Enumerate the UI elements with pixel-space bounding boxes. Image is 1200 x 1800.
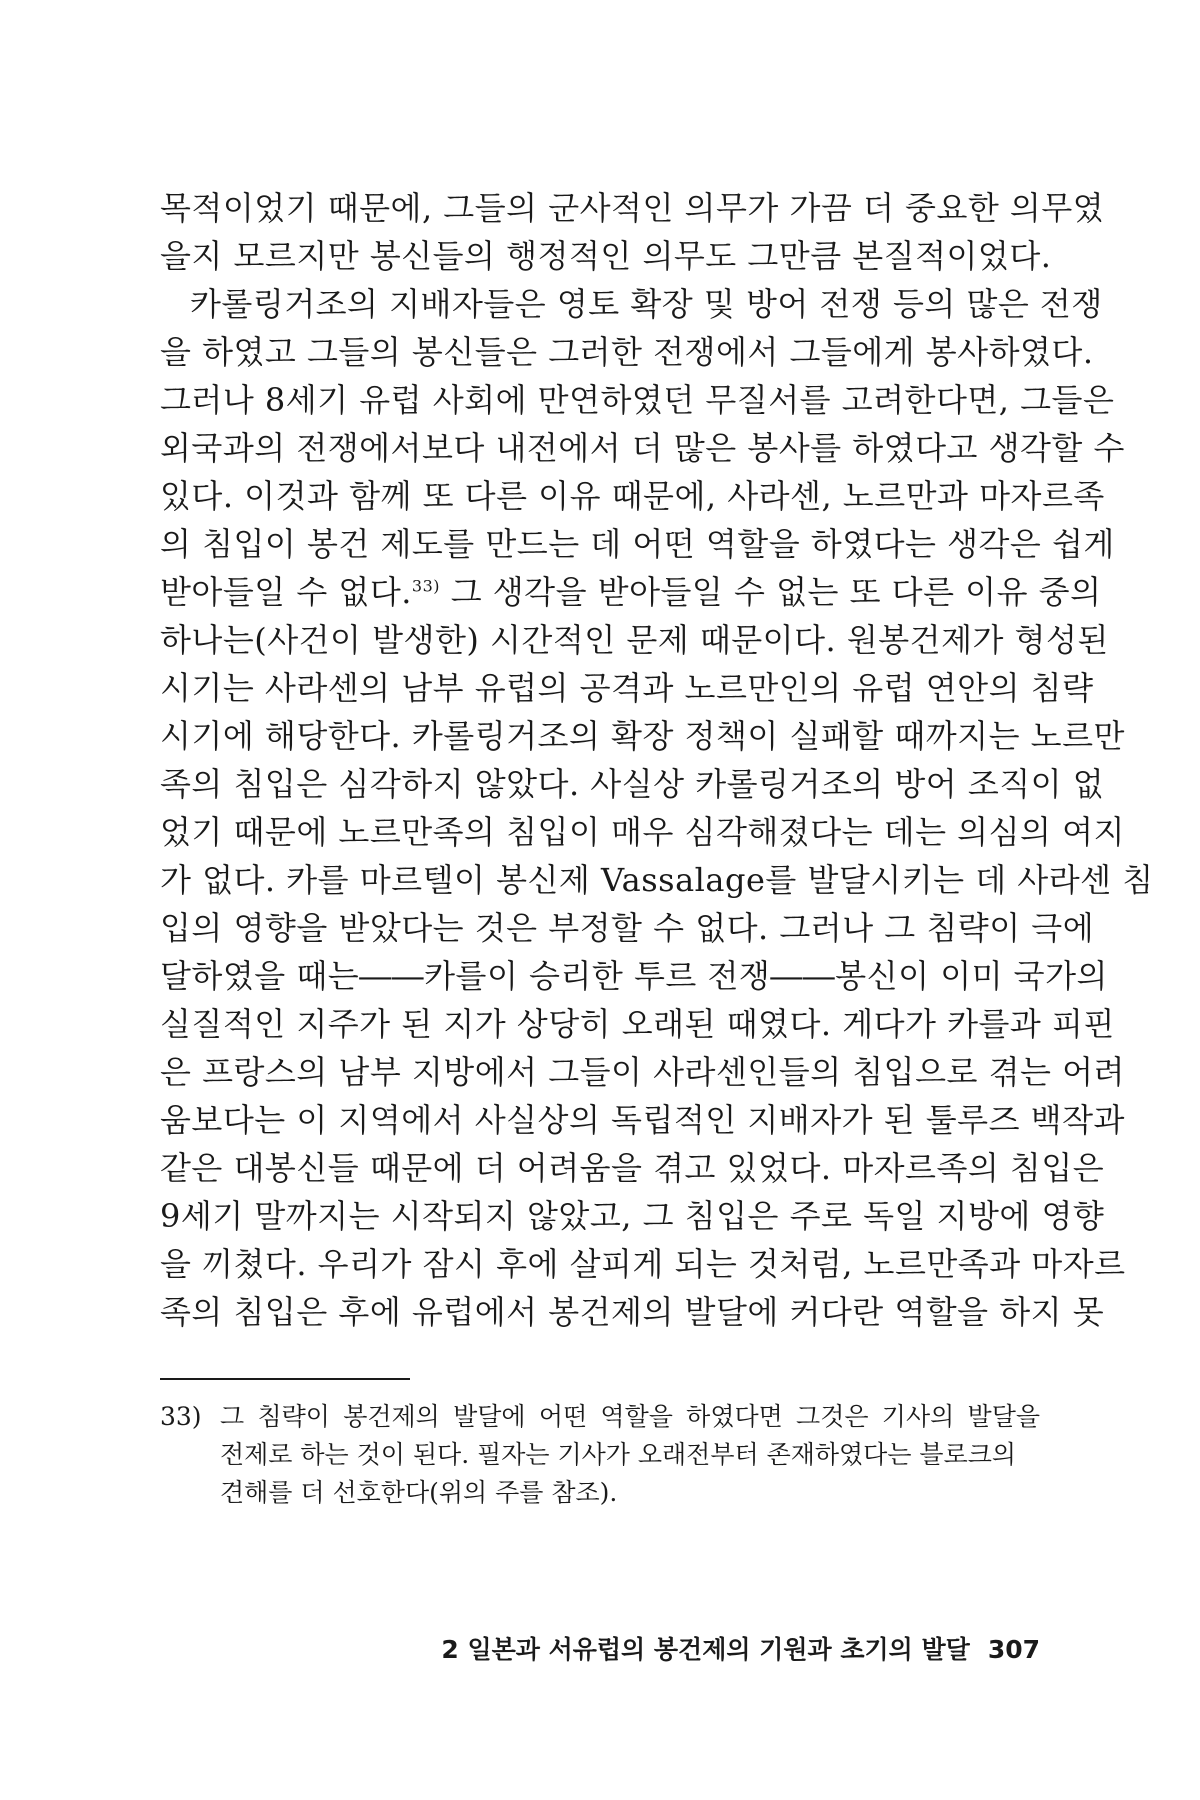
body-line-part: 그 생각을 받아들일 수 없는 또 다른 이유 중의 [440, 573, 1102, 611]
body-line: 카롤링거조의 지배자들은 영토 확장 및 방어 전쟁 등의 많은 전쟁 [190, 285, 1103, 323]
body-line: 었기 때문에 노르만족의 침입이 매우 심각해졌다는 데는 의심의 여지 [160, 813, 1125, 851]
body-line: 을 하였고 그들의 봉신들은 그러한 전쟁에서 그들에게 봉사하였다. [160, 333, 1094, 371]
body-line-part: 받아들일 수 없다. [160, 573, 412, 611]
page-number: 307 [987, 1635, 1040, 1664]
body-line: 있다. 이것과 함께 또 다른 이유 때문에, 사라센, 노르만과 마자르족 [160, 477, 1105, 515]
footnote-divider [160, 1378, 410, 1380]
body-line: 움보다는 이 지역에서 사실상의 독립적인 지배자가 된 툴루즈 백작과 [160, 1101, 1125, 1139]
body-line: 은 프랑스의 남부 지방에서 그들이 사라센인들의 침입으로 겪는 어려 [160, 1053, 1125, 1091]
running-title: 2 일본과 서유럽의 봉건제의 기원과 초기의 발달 [441, 1635, 970, 1664]
body-line: 달하였을 때는――카를이 승리한 투르 전쟁――봉신이 이미 국가의 [160, 957, 1108, 995]
footnote-line: 전제로 하는 것이 된다. 필자는 기사가 오래전부터 존재하였다는 블로크의 [220, 1440, 1017, 1469]
body-line: 시기에 해당한다. 카롤링거조의 확장 정책이 실패할 때까지는 노르만 [160, 717, 1125, 755]
body-line: 같은 대봉신들 때문에 더 어려움을 겪고 있었다. 마자르족의 침입은 [160, 1149, 1105, 1187]
body-line: 하나는(사건이 발생한) 시간적인 문제 때문이다. 원봉건제가 형성된 [160, 621, 1109, 659]
body-line: 실질적인 지주가 된 지가 상당히 오래된 때였다. 게다가 카를과 피핀 [160, 1005, 1115, 1043]
body-line: 을지 모르지만 봉신들의 행정적인 의무도 그만큼 본질적이었다. [160, 237, 1052, 275]
body-line: 시기는 사라센의 남부 유럽의 공격과 노르만인의 유럽 연안의 침략 [160, 669, 1094, 707]
running-footer [430, 1630, 1040, 1670]
body-line: 입의 영향을 받았다는 것은 부정할 수 없다. 그러나 그 침략이 극에 [160, 909, 1095, 947]
body-line: 외국과의 전쟁에서보다 내전에서 더 많은 봉사를 하였다고 생각할 수 [160, 429, 1125, 467]
body-line: 을 끼쳤다. 우리가 잠시 후에 살피게 되는 것처럼, 노르만족과 마자르 [160, 1245, 1126, 1283]
footnote-line [160, 1398, 1040, 1436]
body-line: 그러나 8세기 유럽 사회에 만연하였던 무질서를 고려한다면, 그들은 [160, 381, 1115, 419]
body-line: 9세기 말까지는 시작되지 않았고, 그 침입은 주로 독일 지방에 영향 [160, 1197, 1105, 1235]
footnote-line: 견해를 더 선호한다(위의 주를 참조). [220, 1478, 618, 1507]
body-line: 의 침입이 봉건 제도를 만드는 데 어떤 역할을 하였다는 생각은 쉽게 [160, 525, 1115, 563]
body-line: 족의 침입은 후에 유럽에서 봉건제의 발달에 커다란 역할을 하지 못 [160, 1293, 1105, 1331]
body-line: 목적이었기 때문에, 그들의 군사적인 의무가 가끔 더 중요한 의무였 [160, 189, 1105, 227]
body-line: 가 없다. 카를 마르텔이 봉신제 Vassalage를 발달시키는 데 사라센 침 [160, 861, 1154, 899]
footnote-reference[interactable]: 33) [411, 576, 441, 596]
footnote-number: 33) [160, 1402, 202, 1431]
body-line: 족의 침입은 심각하지 않았다. 사실상 카롤링거조의 방어 조직이 없 [160, 765, 1105, 803]
body-line-with-footnote-ref [160, 568, 1102, 616]
footnote-text: 그 침략이 봉건제의 발달에 어떤 역할을 하였다면 그것은 기사의 발달을 [220, 1402, 1040, 1431]
